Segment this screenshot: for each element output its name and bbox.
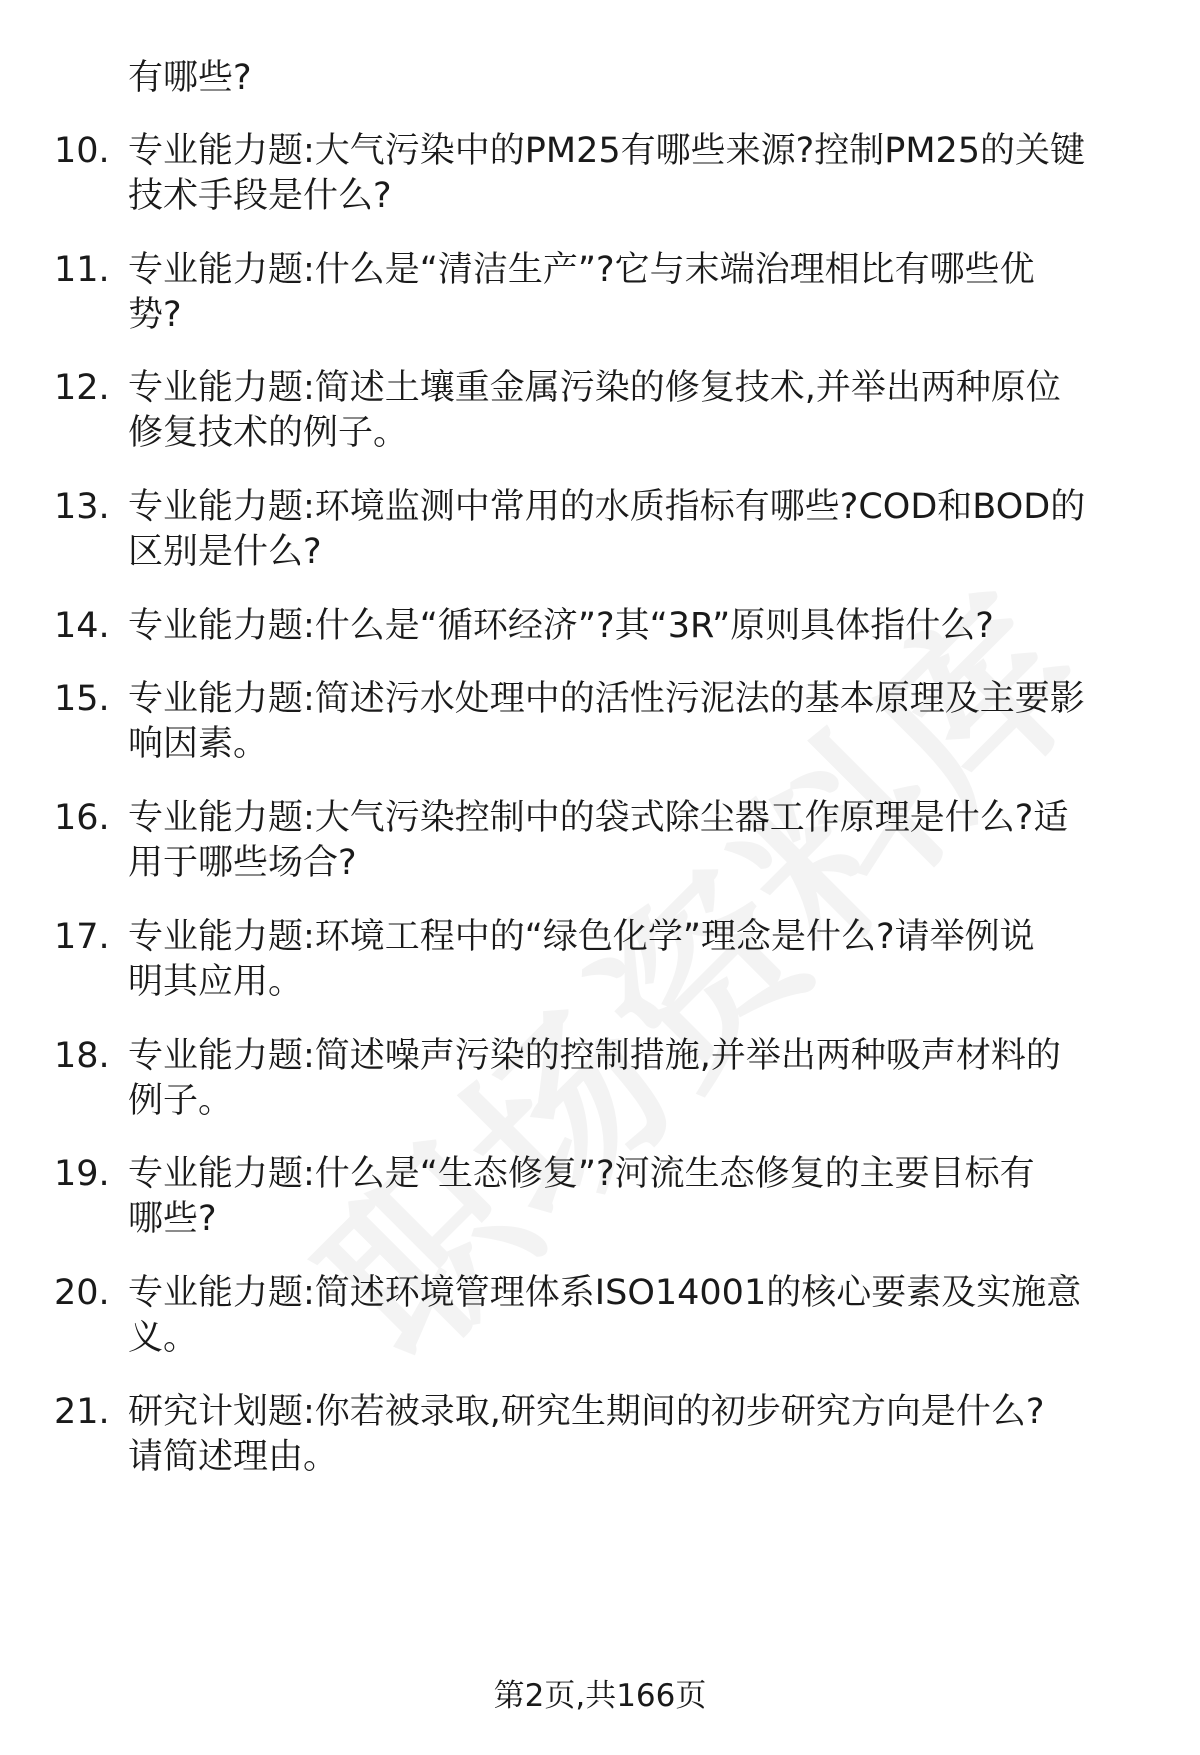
question-line: 明其应用。 xyxy=(128,962,304,1002)
question-line: 义。 xyxy=(128,1318,199,1358)
question-line: 区别是什么? xyxy=(128,532,322,572)
question-line: 势? xyxy=(128,295,182,335)
question-number: 19. xyxy=(54,1154,110,1194)
question-number: 13. xyxy=(54,487,110,527)
question-line: 专业能力题:简述环境管理体系ISO14001的核心要素及实施意 xyxy=(128,1273,1082,1313)
question-line: 例子。 xyxy=(128,1081,234,1121)
question-line: 修复技术的例子。 xyxy=(128,413,409,453)
question-line: 研究计划题:你若被录取,研究生期间的初步研究方向是什么? xyxy=(128,1392,1045,1432)
question-number: 10. xyxy=(54,131,110,171)
question-number: 18. xyxy=(54,1036,110,1076)
question-number: 17. xyxy=(54,917,110,957)
question-line: 技术手段是什么? xyxy=(128,176,392,216)
question-number: 11. xyxy=(54,250,110,290)
question-line: 专业能力题:环境监测中常用的水质指标有哪些?COD和BOD的 xyxy=(128,487,1086,527)
question-line: 哪些? xyxy=(128,1199,217,1239)
question-number: 20. xyxy=(54,1273,110,1313)
question-number: 15. xyxy=(54,679,110,719)
question-line: 请简述理由。 xyxy=(128,1437,339,1477)
question-line: 专业能力题:什么是“清洁生产”?它与末端治理相比有哪些优 xyxy=(128,250,1035,290)
question-line: 专业能力题:简述噪声污染的控制措施,并举出两种吸声材料的 xyxy=(128,1036,1061,1076)
question-number: 14. xyxy=(54,606,110,646)
question-line: 专业能力题:大气污染控制中的袋式除尘器工作原理是什么?适 xyxy=(128,798,1069,838)
question-number: 21. xyxy=(54,1392,110,1432)
question-line: 专业能力题:大气污染中的PM25有哪些来源?控制PM25的关键 xyxy=(128,131,1086,171)
question-line: 专业能力题:简述土壤重金属污染的修复技术,并举出两种原位 xyxy=(128,368,1061,408)
question-line: 专业能力题:简述污水处理中的活性污泥法的基本原理及主要影 xyxy=(128,679,1085,719)
question-number: 12. xyxy=(54,368,110,408)
question-line: 专业能力题:什么是“生态修复”?河流生态修复的主要目标有 xyxy=(128,1154,1035,1194)
question-line: 有哪些? xyxy=(128,58,252,98)
question-number: 16. xyxy=(54,798,110,838)
question-line: 用于哪些场合? xyxy=(128,843,357,883)
question-line: 专业能力题:环境工程中的“绿色化学”理念是什么?请举例说 xyxy=(128,917,1035,957)
question-line: 专业能力题:什么是“循环经济”?其“3R”原则具体指什么? xyxy=(128,606,994,646)
question-line: 响因素。 xyxy=(128,724,269,764)
page-footer: 第2页,共166页 xyxy=(493,1678,707,1714)
